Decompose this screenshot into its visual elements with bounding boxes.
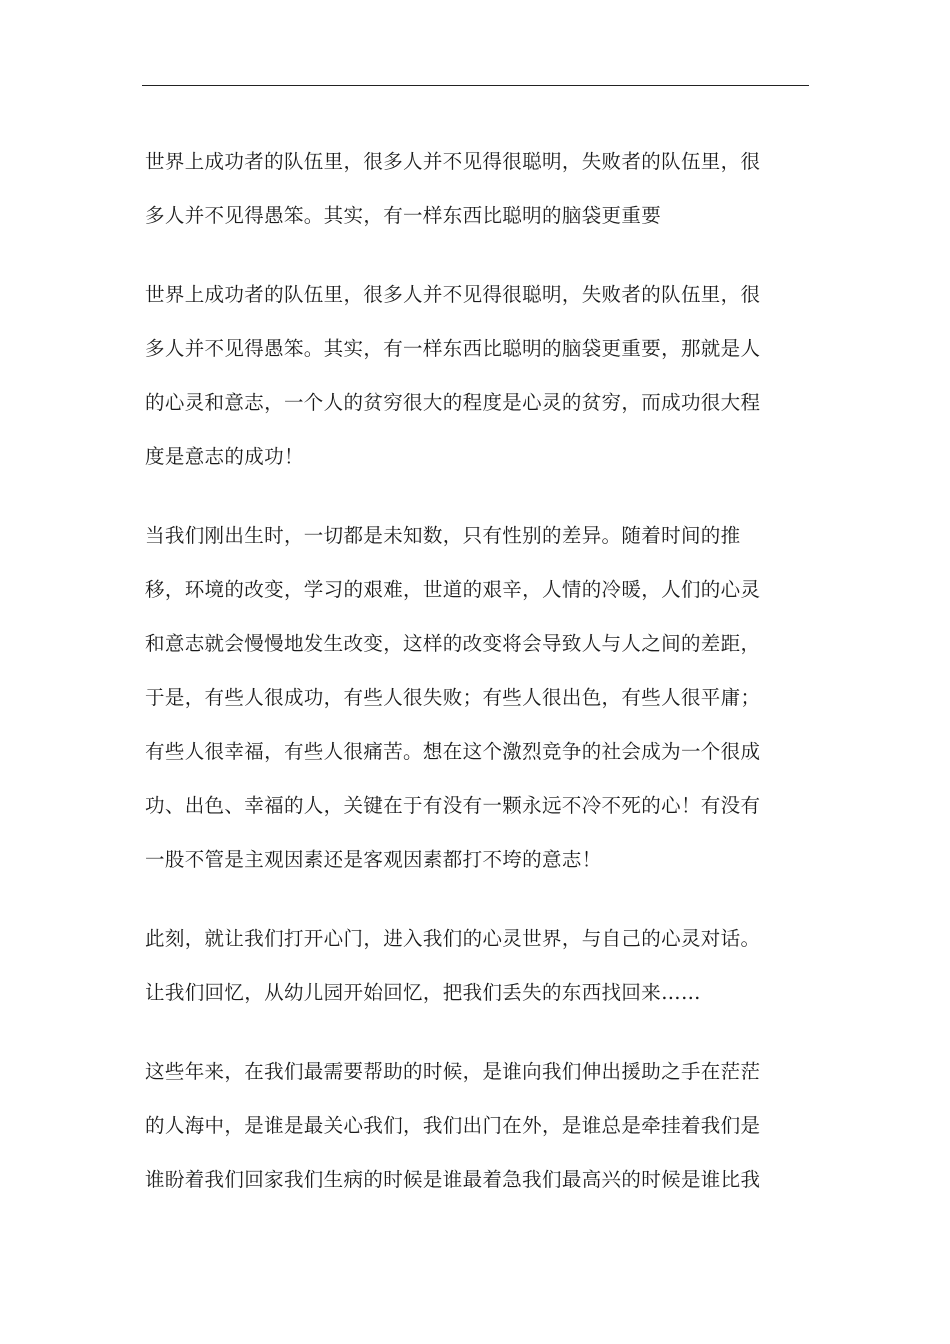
paragraph-3 bbox=[145, 509, 790, 887]
text-line: 谁盼着我们回家我们生病的时候是谁最着急我们最高兴的时候是谁比我 bbox=[145, 1168, 761, 1191]
paragraph-1 bbox=[145, 135, 790, 243]
text-line: 功、出色、幸福的人，关键在于有没有一颗永远不冷不死的心！有没有 bbox=[145, 794, 761, 817]
text-line: 度是意志的成功！ bbox=[145, 445, 304, 468]
text-line: 当我们刚出生时，一切都是未知数，只有性别的差异。随着时间的推 bbox=[145, 524, 741, 547]
paragraph-spacer bbox=[145, 1020, 790, 1045]
text-line: 的心灵和意志，一个人的贫穷很大的程度是心灵的贫穷，而成功很大程 bbox=[145, 391, 761, 414]
paragraph-4 bbox=[145, 912, 790, 1020]
text-line: 一股不管是主观因素还是客观因素都打不垮的意志！ bbox=[145, 848, 602, 871]
paragraph-spacer bbox=[145, 243, 790, 268]
text-line: 让我们回忆，从幼儿园开始回忆，把我们丢失的东西找回来…… bbox=[145, 981, 701, 1004]
paragraph-5 bbox=[145, 1045, 790, 1207]
text-line: 世界上成功者的队伍里，很多人并不见得很聪明，失败者的队伍里，很 bbox=[145, 150, 761, 173]
text-line: 和意志就会慢慢地发生改变，这样的改变将会导致人与人之间的差距， bbox=[145, 632, 761, 655]
text-line: 移，环境的改变，学习的艰难，世道的艰辛，人情的冷暖，人们的心灵 bbox=[145, 578, 761, 601]
paragraph-spacer bbox=[145, 887, 790, 912]
text-line: 这些年来，在我们最需要帮助的时候，是谁向我们伸出援助之手在茫茫 bbox=[145, 1060, 761, 1083]
document-body bbox=[145, 135, 790, 1207]
header-rule bbox=[142, 85, 809, 86]
text-line: 有些人很幸福，有些人很痛苦。想在这个激烈竞争的社会成为一个很成 bbox=[145, 740, 761, 763]
text-line: 世界上成功者的队伍里，很多人并不见得很聪明，失败者的队伍里，很 bbox=[145, 283, 761, 306]
text-line: 多人并不见得愚笨。其实，有一样东西比聪明的脑袋更重要，那就是人 bbox=[145, 337, 761, 360]
text-line: 于是，有些人很成功，有些人很失败；有些人很出色，有些人很平庸； bbox=[145, 686, 761, 709]
text-line: 此刻，就让我们打开心门，进入我们的心灵世界，与自己的心灵对话。 bbox=[145, 927, 761, 950]
text-line: 多人并不见得愚笨。其实，有一样东西比聪明的脑袋更重要 bbox=[145, 204, 662, 227]
paragraph-spacer bbox=[145, 484, 790, 509]
paragraph-2 bbox=[145, 268, 790, 484]
text-line: 的人海中，是谁是最关心我们，我们出门在外，是谁总是牵挂着我们是 bbox=[145, 1114, 761, 1137]
